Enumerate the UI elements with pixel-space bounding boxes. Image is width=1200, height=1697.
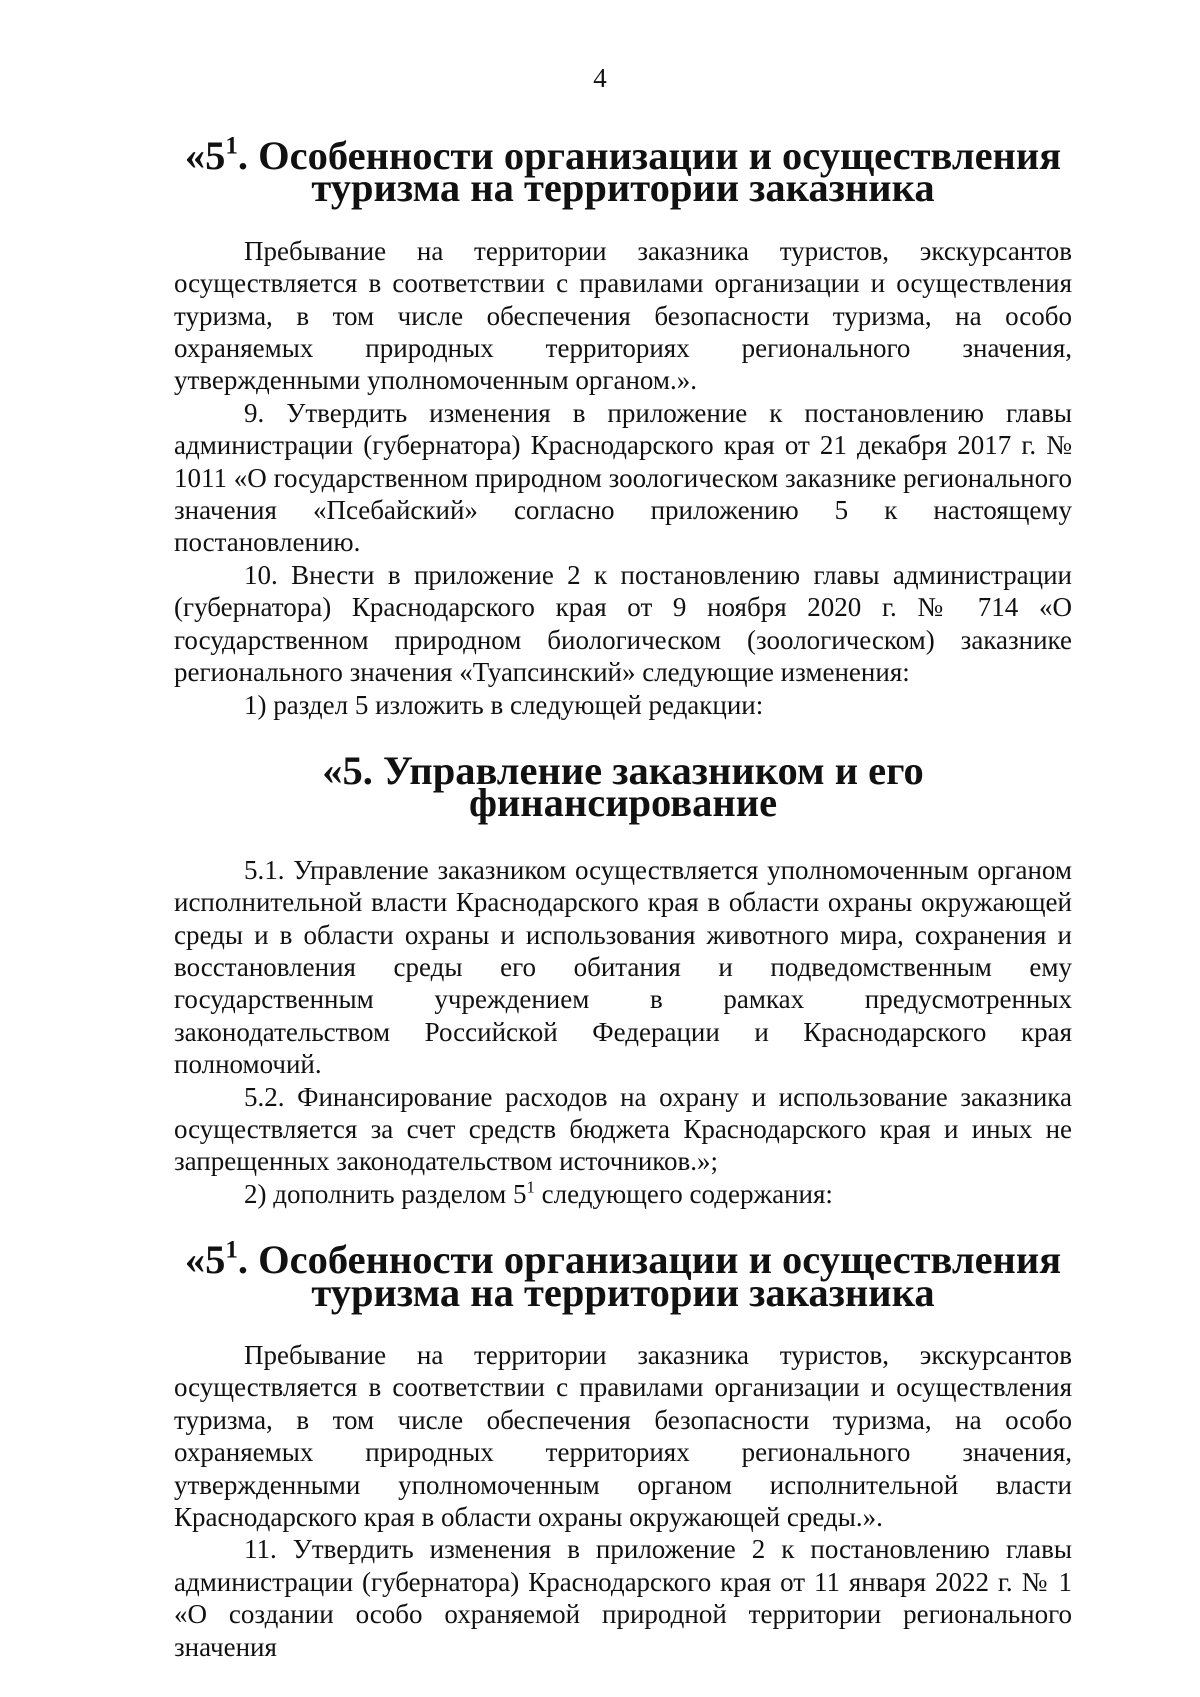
subitem-superscript: 1 (526, 1177, 535, 1197)
section-heading-line-2: туризма на территории заказника (311, 1269, 935, 1315)
page-number: 4 (593, 63, 607, 93)
item-10-subitem-1: 1) раздел 5 изложить в следующей редакции: (244, 689, 764, 720)
document-body (174, 132, 1072, 1663)
heading-text: . Особенности организации и осуществления (237, 133, 1062, 178)
paragraph-5-2: 5.2. Финансирование расходов на охрану и использование заказника осуществляется за счет средств бюджета Краснодарского края и иных не запрещенных законодательством источников.»; (174, 1081, 1072, 1177)
paragraph-tourism-stay-2: Пребывание на территории заказника туристов, экскурсантов осуществляется в соответствии с правилами организации и осуществления туризма, в том числе обеспечения безопасности туризма, на особо охраняемых природных территориях регионального значения, утвержденными уполномоченным органом исполнительной власти Краснодарского края в области охраны окружающей среды.». (174, 1340, 1072, 1533)
section-heading-management: «5. Управление заказником и его финансирование (322, 747, 924, 826)
item-11: 11. Утвердить изменения в приложение 2 к постановлению главы администрации (губернатора) Краснодарского края от 11 января 2022 г. № 1 «О создании особо охраняемой природной территории регионального значения (174, 1534, 1072, 1662)
paragraph-tourism-stay: Пребывание на территории заказника туристов, экскурсантов осуществляется в соответствии с правилами организации и осуществления туризма, в том числе обеспечения безопасности туризма, на особо охраняемых природных территориях регионального значения, утвержденными уполномоченным органом.». (174, 235, 1072, 396)
heading-number: «5 (184, 133, 226, 178)
section-heading-tourism (174, 132, 1072, 211)
subitem-text-after: следующего содержания: (534, 1178, 833, 1209)
heading-text: . Особенности организации и осуществления (237, 1237, 1062, 1283)
heading-superscript: 1 (225, 132, 238, 160)
subitem-text-before: 2) дополнить разделом 5 (244, 1178, 527, 1209)
paragraph-5-1: 5.1. Управление заказником осуществляется уполномоченным органом исполнительной власти Краснодарского края в области охраны окружающей среды и в области охраны и использования животного мира, сохранения и восстановления среды его обитания и подведомственным ему государственным учреждением в рамках предусмотренных законодательством Российской Федерации и Краснодарского края полномочий. (174, 854, 1072, 1080)
item-10: 10. Внести в приложение 2 к постановлению главы администрации (губернатора) Краснодарского края от 9 ноября 2020 г. № 714 «О государственном природном биологическом (зоологическом) заказнике регионального значения «Туапсинский» следующие изменения: (174, 559, 1072, 688)
heading-number: «5 (184, 1237, 226, 1283)
heading-superscript: 1 (225, 1236, 238, 1264)
section-heading-tourism-2 (174, 1236, 1072, 1315)
item-10-subitem-2 (174, 1178, 1072, 1210)
item-9: 9. Утвердить изменения в приложение к постановлению главы администрации (губернатора) Краснодарского края от 21 декабря 2017 г. № 1011 «О государственном природном зоологическом заказнике регионального значения «Псебайский» согласно приложению 5 к настоящему постановлению. (174, 397, 1072, 558)
section-heading-line-2: туризма на территории заказника (311, 165, 935, 211)
